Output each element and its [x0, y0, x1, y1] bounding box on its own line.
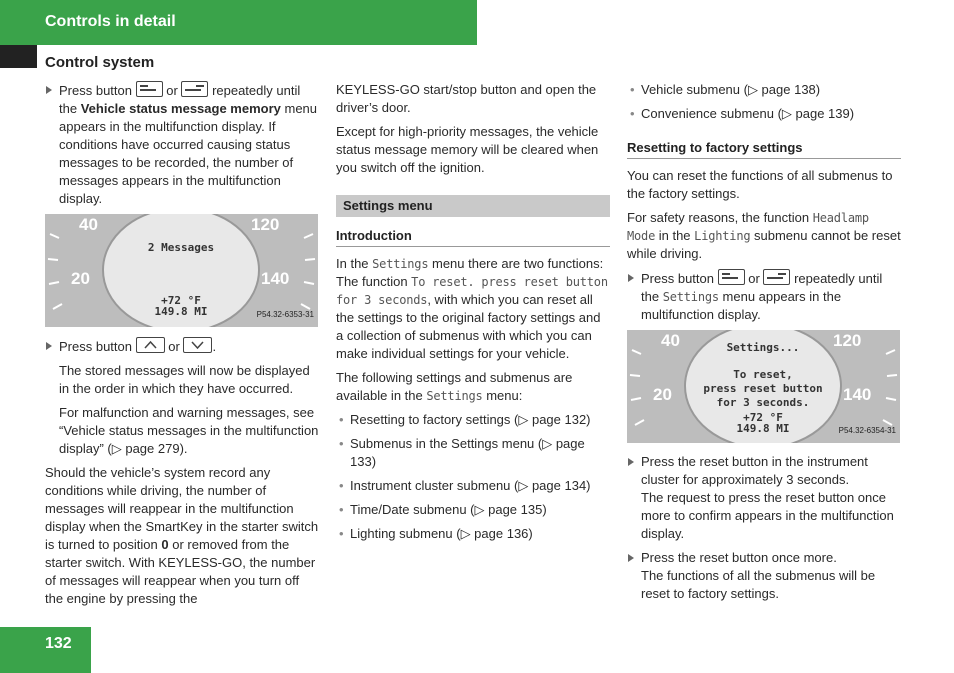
- instrument-cluster-image-messages: 40 20 120 140 2 Messages +72 °F 149.8 MI P54.32-6353-31: [45, 214, 318, 327]
- display-button-left-icon: [136, 81, 163, 97]
- settings-menu-heading: Settings menu: [336, 195, 610, 217]
- list-item: • Resetting to factory settings (▷ page 132): [339, 412, 591, 427]
- resetting-heading: Resetting to factory settings: [627, 139, 901, 159]
- list-item: • Time/Date submenu (▷ page 135): [339, 502, 547, 517]
- arrow-down-button-icon: [183, 337, 212, 353]
- list-item: • Lighting submenu (▷ page 136): [339, 526, 533, 541]
- step-arrow-icon: [628, 274, 634, 282]
- section-marker: [0, 45, 37, 68]
- menu-name: Vehicle status message memory: [80, 101, 281, 116]
- step-press-button-status: Press button or repeatedly until the Vehicle status message memory menu appears in the multifunction display. If conditions have occurred causing status messages to be recorded, the number of messages appears in the multifunction display.: [45, 81, 320, 208]
- figure-code: P54.32-6353-31: [256, 310, 314, 319]
- available-paragraph: The following settings and submenus are available in the Settings menu:: [336, 370, 573, 403]
- display-button-right-icon: [181, 81, 208, 97]
- paragraph-record: Should the vehicle’s system record any conditions while driving, the number of messages will reappear in the multifunction display when the SmartKey in the starter switch is turned to position 0 or removed from the starter switch. With KEYLESS-GO, the number of messages will reappear when you turn off the engine by pressing the: [45, 465, 319, 606]
- page-number-box: [0, 627, 91, 673]
- safety-paragraph: For safety reasons, the function Headlamp Mode in the Lighting submenu cannot be reset while driving.: [627, 210, 901, 261]
- list-item: • Vehicle submenu (▷ page 138): [630, 82, 821, 97]
- chapter-header: [0, 0, 477, 45]
- step-press-reset-3s: Press the reset button in the instrument cluster for approximately 3 seconds. The request to press the reset button once more to confirm appears in the multifunction display.: [627, 453, 901, 543]
- instrument-cluster-image-settings: 40 20 120 140 Settings... To reset, press reset button for 3 seconds. +72 °F 149.8 MI P54.32-6354-31: [627, 330, 900, 443]
- step-press-button-settings: Press button or repeatedly until the Settings menu appears in the multifunction display.: [627, 269, 901, 324]
- arrow-up-button-icon: [136, 337, 165, 353]
- display-button-right-icon: [763, 269, 790, 285]
- step-arrow-icon: [628, 458, 634, 466]
- column-1: [45, 81, 320, 614]
- intro-paragraph: In the Settings menu there are two functions: The function To reset. press reset button for 3 seconds, with which you can reset all the settings to the original factory settings and a collection of submenus with which you can make individual settings for your vehicle.: [336, 256, 608, 361]
- cross-reference: For malfunction and warning messages, see “Vehicle status messages in the multifunction display” (▷ page 279).: [59, 405, 319, 456]
- step-arrow-icon: [46, 86, 52, 94]
- introduction-heading: Introduction: [336, 227, 610, 247]
- chapter-title: Controls in detail: [45, 13, 176, 30]
- list-item: • Convenience submenu (▷ page 139): [630, 106, 855, 121]
- page-number: 132: [45, 635, 72, 652]
- step-arrow-icon: [628, 554, 634, 562]
- list-item: • Submenus in the Settings menu (▷ page 133): [339, 436, 585, 469]
- step-arrow-icon: [46, 342, 52, 350]
- column-2: KEYLESS-GO start/stop button and open the driver’s door. Except for high-priority messages, the vehicle status message memory will be cleared when you switch off the ignition. Settings menu Introduction In the Settings menu there are two functions: The function To reset. press reset button for 3 seconds, with which you can reset all the settings to the original factory settings and a collection of submenus with which you can make individual settings for your vehicle. The following settings and submenus are available in the Settings menu: • Resetting to factory settings (▷ page 132) • Submenus in the Settings menu (▷ page 133) • Instrument cluster submenu (▷ page 134) • Time/Date submenu (▷ page 135) • Lighting submenu (▷ page 136): [336, 81, 610, 549]
- column-3: • Vehicle submenu (▷ page 138) • Convenience submenu (▷ page 139) Resetting to factory settings You can reset the functions of all submenus to the factory settings. For safety reasons, the function Headlamp Mode in the Lighting submenu cannot be reset while driving. Press button or repeatedly until the Settings menu appears in the multifunction display. 40 20 120 140 Settings... To reset, press reset button for 3 seconds. +72 °F 149.8 MI P54.32-6354-31 Press the reset button in the instrument cluster for approximately 3 seconds. The request to press the reset button once more to confirm appears in the multifunction display. Press the reset button once more. The functions of all the submenus will be reset to factory settings.: [627, 82, 901, 601]
- display-button-left-icon: [718, 269, 745, 285]
- section-title: Control system: [45, 54, 155, 71]
- step-press-reset-again: Press the reset button once more. The functions of all the submenus will be reset to factory settings.: [627, 549, 901, 603]
- list-item: • Instrument cluster submenu (▷ page 134): [339, 478, 591, 493]
- step-press-arrow-buttons: Press button or . The stored messages will now be displayed in the order in which they have occurred. For malfunction and warning messages, see “Vehicle status messages in the multifunction display” (▷ page 279).: [45, 337, 320, 458]
- figure-code: P54.32-6354-31: [838, 426, 896, 435]
